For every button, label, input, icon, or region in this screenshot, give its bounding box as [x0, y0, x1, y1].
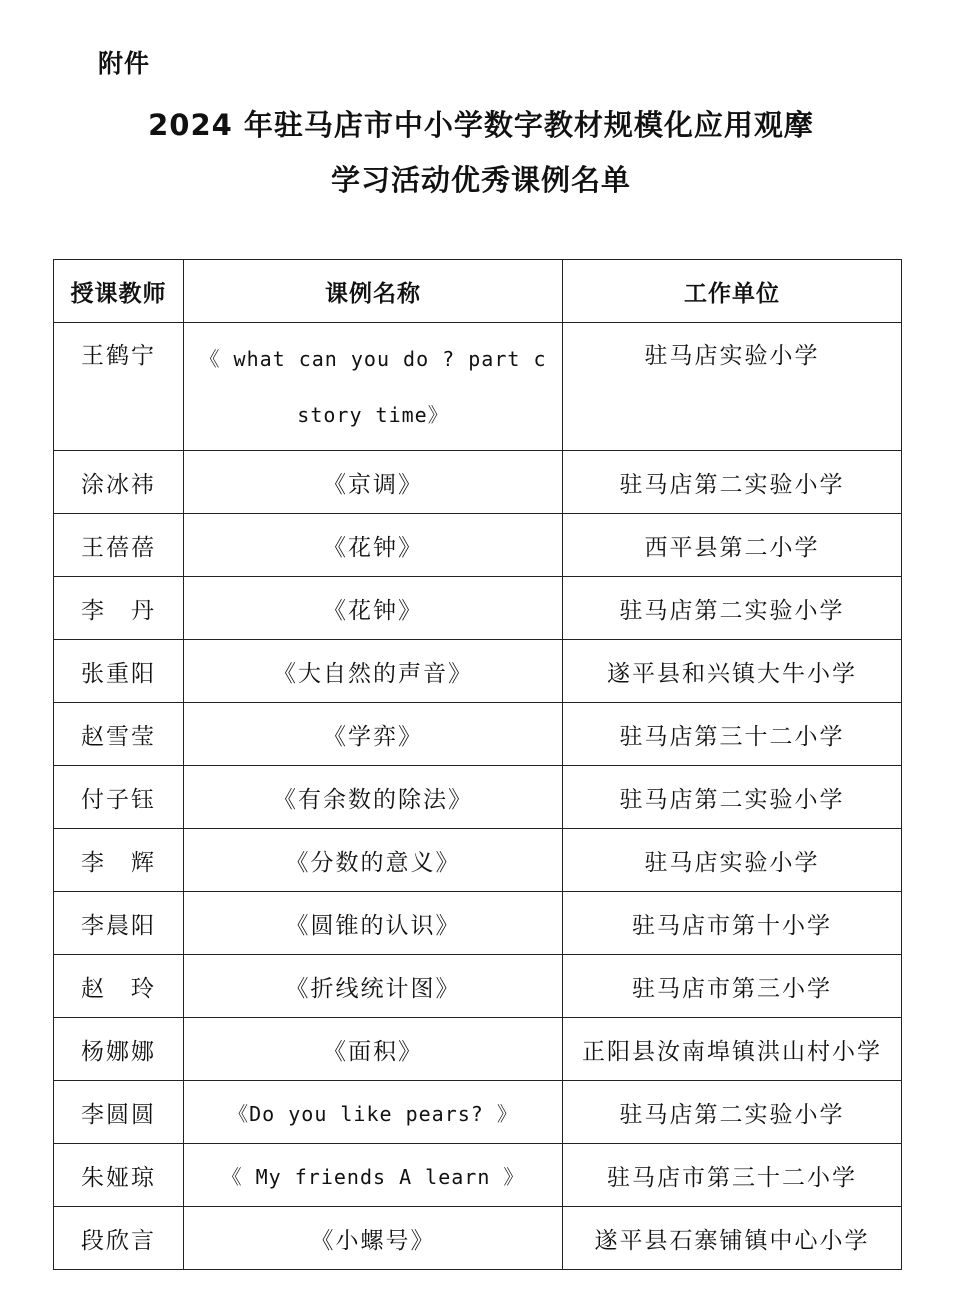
- table-row: [54, 323, 902, 451]
- course-cell: 《面积》: [184, 1018, 563, 1081]
- teacher-cell: 王鹤宁: [54, 323, 184, 451]
- header-unit: 工作单位: [563, 260, 902, 323]
- table-row: [54, 955, 902, 1018]
- table-row: [54, 1207, 902, 1270]
- unit-cell: 正阳县汝南埠镇洪山村小学: [563, 1018, 902, 1081]
- teacher-cell: 李晨阳: [54, 892, 184, 955]
- table-row: [54, 1144, 902, 1207]
- header-course: 课例名称: [184, 260, 563, 323]
- course-cell: 《学弈》: [184, 703, 563, 766]
- teacher-cell: 赵 玲: [54, 955, 184, 1018]
- teacher-cell: 张重阳: [54, 640, 184, 703]
- teacher-cell: 涂冰祎: [54, 451, 184, 514]
- teacher-cell: 赵雪莹: [54, 703, 184, 766]
- course-cell: 《折线统计图》: [184, 955, 563, 1018]
- teacher-cell: 李 丹: [54, 577, 184, 640]
- table-row: [54, 703, 902, 766]
- course-cell: 《小螺号》: [184, 1207, 563, 1270]
- unit-cell: 驻马店第二实验小学: [563, 451, 902, 514]
- table-row: [54, 1081, 902, 1144]
- course-cell: 《有余数的除法》: [184, 766, 563, 829]
- unit-cell: 驻马店第二实验小学: [563, 766, 902, 829]
- table-row: [54, 514, 902, 577]
- table-header-row: [54, 260, 902, 323]
- teacher-cell: 李圆圆: [54, 1081, 184, 1144]
- table-row: [54, 577, 902, 640]
- teacher-cell: 杨娜娜: [54, 1018, 184, 1081]
- course-cell: 《分数的意义》: [184, 829, 563, 892]
- table-row: [54, 892, 902, 955]
- course-list-table: [53, 259, 902, 1270]
- unit-cell: 西平县第二小学: [563, 514, 902, 577]
- unit-cell: 遂平县石寨铺镇中心小学: [563, 1207, 902, 1270]
- unit-cell: 遂平县和兴镇大牛小学: [563, 640, 902, 703]
- document-title-line-2: 学习活动优秀课例名单: [330, 163, 631, 197]
- unit-cell: 驻马店市第三小学: [563, 955, 902, 1018]
- table-row: [54, 1018, 902, 1081]
- teacher-cell: 段欣言: [54, 1207, 184, 1270]
- unit-cell: 驻马店实验小学: [563, 323, 902, 451]
- teacher-cell: 朱娅琼: [54, 1144, 184, 1207]
- attachment-label: 附件: [98, 49, 151, 78]
- teacher-cell: 王蓓蓓: [54, 514, 184, 577]
- teacher-cell: 付子钰: [54, 766, 184, 829]
- unit-cell: 驻马店实验小学: [563, 829, 902, 892]
- course-cell: 《Do you like pears? 》: [184, 1081, 563, 1144]
- unit-cell: 驻马店市第三十二小学: [563, 1144, 902, 1207]
- table-row: [54, 640, 902, 703]
- document-title-line-1: 2024 年驻马店市中小学数字教材规模化应用观摩: [148, 108, 814, 142]
- table-row: [54, 829, 902, 892]
- course-cell: 《 what can you do ? part c story time》: [184, 323, 563, 451]
- course-cell: 《圆锥的认识》: [184, 892, 563, 955]
- course-cell: 《大自然的声音》: [184, 640, 563, 703]
- unit-cell: 驻马店第二实验小学: [563, 577, 902, 640]
- unit-cell: 驻马店第二实验小学: [563, 1081, 902, 1144]
- header-teacher: 授课教师: [54, 260, 184, 323]
- table-row: [54, 451, 902, 514]
- course-cell: 《花钟》: [184, 514, 563, 577]
- teacher-cell: 李 辉: [54, 829, 184, 892]
- unit-cell: 驻马店市第十小学: [563, 892, 902, 955]
- course-cell: 《京调》: [184, 451, 563, 514]
- course-cell: 《花钟》: [184, 577, 563, 640]
- table-row: [54, 766, 902, 829]
- course-cell: 《 My friends A learn 》: [184, 1144, 563, 1207]
- unit-cell: 驻马店第三十二小学: [563, 703, 902, 766]
